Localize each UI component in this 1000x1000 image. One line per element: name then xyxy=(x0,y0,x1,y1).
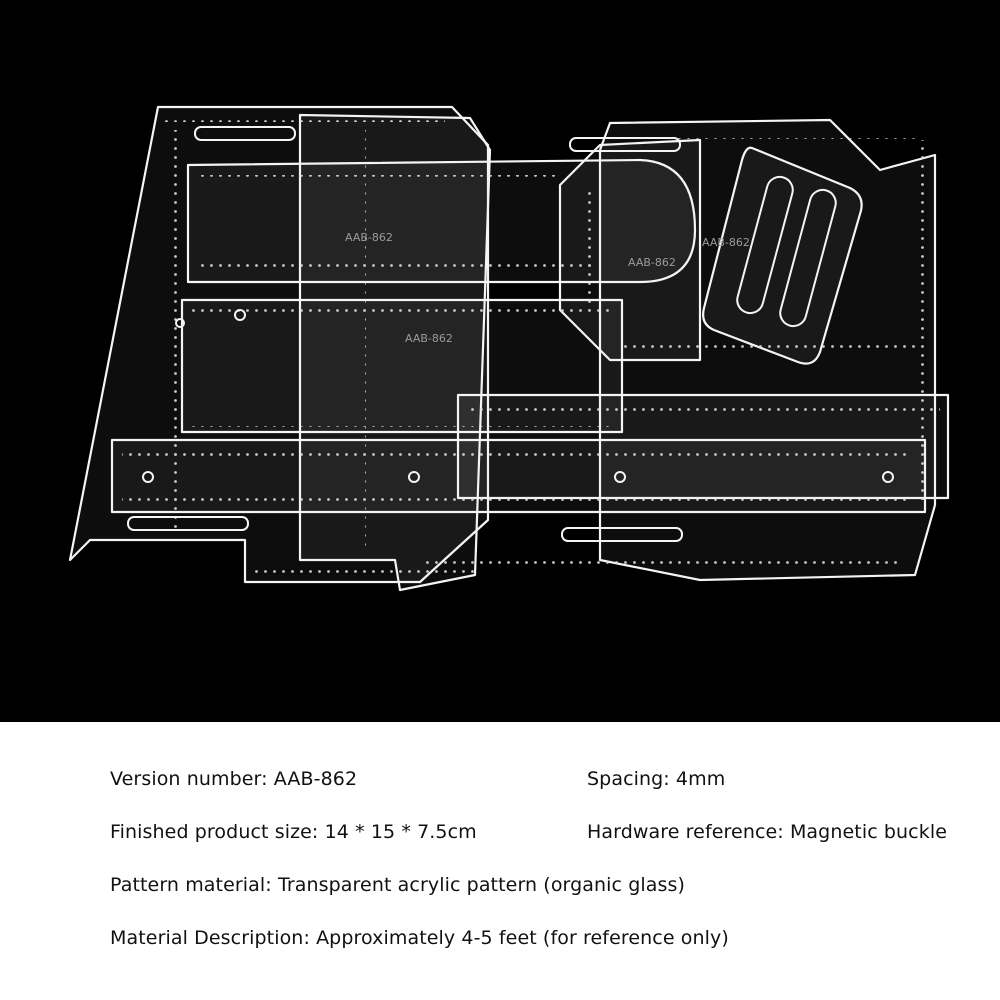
spec-finished-size: Finished product size: 14 * 15 * 7.5cm xyxy=(110,821,477,843)
stamp-label: AAB-862 xyxy=(702,236,750,249)
spec-pattern-material: Pattern material: Transparent acrylic pattern (organic glass) xyxy=(110,874,686,896)
specifications-panel xyxy=(0,722,1000,1000)
spec-spacing: Spacing: 4mm xyxy=(587,768,726,790)
spec-material-description: Material Description: Approximately 4-5 feet (for reference only) xyxy=(110,927,729,949)
spec-hardware-reference: Hardware reference: Magnetic buckle xyxy=(587,821,948,843)
stamp-label: AAB-862 xyxy=(345,231,393,244)
spec-version-number: Version number: AAB-862 xyxy=(110,768,358,790)
stamp-label: AAB-862 xyxy=(628,256,676,269)
stamp-label: AAB-862 xyxy=(405,332,453,345)
